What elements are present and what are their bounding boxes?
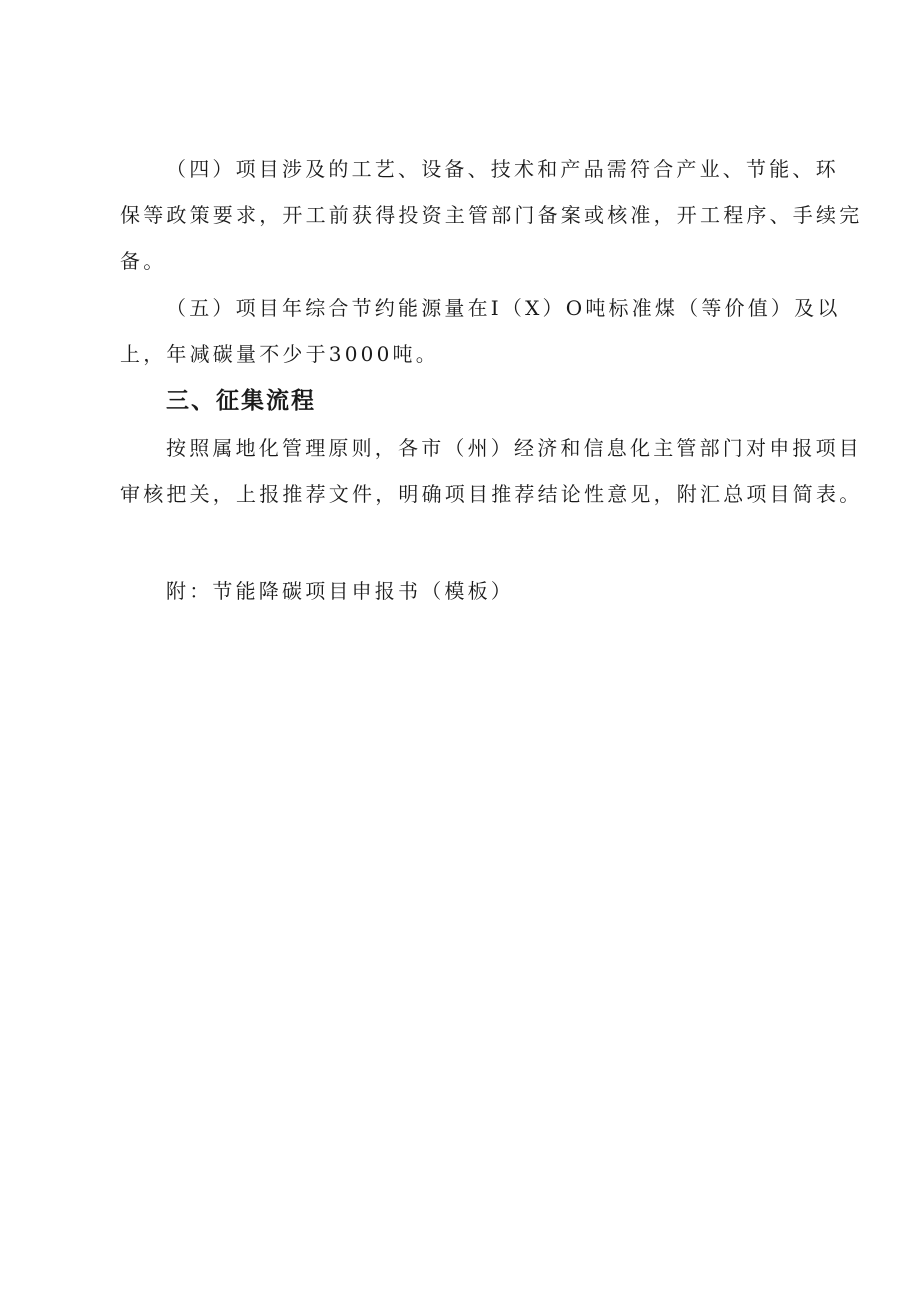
paragraph-line: 保等政策要求，开工前获得投资主管部门备案或核准，开工程序、手续完	[120, 203, 863, 227]
section-heading: 三、征集流程	[166, 388, 316, 414]
paragraph-line: 上，年减碳量不少于3000吨。	[120, 342, 439, 366]
paragraph-line: （四）项目涉及的工艺、设备、技术和产品需符合产业、节能、环	[166, 157, 839, 181]
attachment-note: 附：节能降碳项目申报书（模板）	[166, 579, 514, 603]
paragraph-line: （五）项目年综合节约能源量在I（X）O吨标准煤（等价值）及以	[166, 296, 841, 320]
paragraph-line: 按照属地化管理原则，各市（州）经济和信息化主管部门对申报项目	[166, 436, 862, 460]
paragraph-process	[120, 436, 863, 528]
paragraph-requirement-5	[120, 296, 841, 388]
paragraph-requirement-4	[120, 157, 863, 295]
paragraph-line: 审核把关，上报推荐文件，明确项目推荐结论性意见，附汇总项目简表。	[120, 482, 863, 506]
paragraph-line: 备。	[120, 249, 167, 273]
